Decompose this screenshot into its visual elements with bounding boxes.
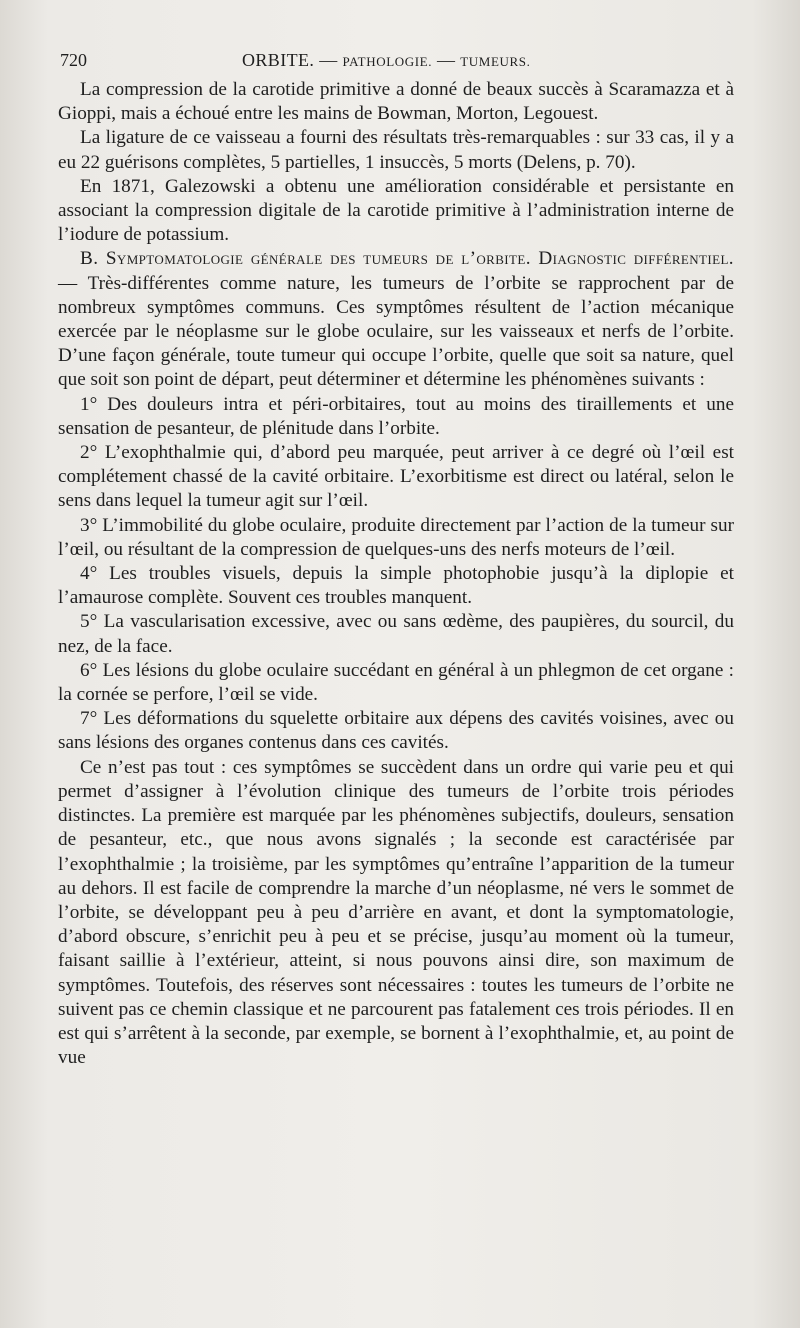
section-heading: B. Symptomatologie générale des tumeurs de l’orbite. Diagnostic différentiel. bbox=[80, 248, 734, 270]
list-item-immobility: 3° L’immobilité du globe oculaire, produite directement par l’action de la tumeur sur l’œil, ou résultant de la compression de quelques-uns des nerfs moteurs de l’œil. bbox=[58, 514, 734, 560]
page-text-block bbox=[58, 44, 734, 1070]
page-number: 720 bbox=[60, 50, 87, 70]
paragraph-symptomatology-intro bbox=[58, 247, 734, 392]
section-intro-text: — Très-différentes comme nature, les tumeurs de l’orbite se rapprochent par de nombreux symptômes communs. Ces symptômes résultent de l’action mécanique exercée par le néoplasme sur le globe oculaire, sur les vaisseaux et nerfs de l’orbite. D’une façon générale, toute tumeur qui occupe l’orbite, quelle que soit sa nature, quel que soit son point de départ, peut déterminer et détermine les phénomènes suivants : bbox=[58, 272, 734, 391]
paragraph-carotid-compression: La compression de la carotide primitive a donné de beaux succès à Scaramazza et à Gioppi, mais a échoué entre les mains de Bowman, Morton, Legouest. bbox=[58, 79, 734, 125]
paragraph-clinical-evolution: Ce n’est pas tout : ces symptômes se succèdent dans un ordre qui varie peu et qui permet d’assigner à l’évolution clinique des tumeurs de l’orbite trois périodes distinctes. La première est marquée par les phénomènes subjectifs, douleurs, sensation de pesanteur, etc., que nous avons signalés ; la seconde est caractérisée par l’exophthalmie ; la troisième, par les symptômes qu’entraîne l’apparition de la tumeur au dehors. Il est facile de comprendre la marche d’un néoplasme, né vers le sommet de l’orbite, se développant peu à peu d’arrière en avant, et dont la symptomatologie, d’abord obscure, s’enrichit peu à peu et se précise, jusqu’au moment où la tumeur, faisant saillie à l’extérieur, atteint, si nous pouvons ainsi dire, son maximum de symptômes. Toutefois, des réserves sont nécessaires : toutes les tumeurs de l’orbite ne suivent pas ce chemin classique et ne parcourent pas fatalement ces trois périodes. Il en est qui s’arrêtent à la seconde, par exemple, se bornent à l’exophthalmie, et, au point de vue bbox=[58, 756, 734, 1069]
list-item-pain: 1° Des douleurs intra et péri-orbitaires, tout au moins des tiraillements et une sensation de pesanteur, de plénitude dans l’orbite. bbox=[58, 393, 734, 439]
paragraph-galezowski: En 1871, Galezowski a obtenu une amélioration considérable et persistante en associant la compression digitale de la carotide primitive à l’administration interne de l’iodure de potassium. bbox=[58, 175, 734, 246]
list-item-globe-lesions: 6° Les lésions du globe oculaire succédant en général à un phlegmon de cet organe : la cornée se perfore, l’œil se vide. bbox=[58, 659, 734, 706]
running-title bbox=[242, 50, 530, 71]
running-head bbox=[58, 44, 734, 78]
list-item-skeleton-deformations: 7° Les déformations du squelette orbitaire aux dépens des cavités voisines, avec ou sans lésions des organes contenus dans ces cavités. bbox=[58, 708, 734, 754]
running-title-section: PATHOLOGIE. bbox=[342, 54, 433, 69]
running-title-subsection: TUMEURS. bbox=[460, 54, 531, 69]
running-title-separator: — bbox=[432, 50, 461, 70]
running-title-separator: — bbox=[314, 50, 343, 70]
running-title-main: ORBITE. bbox=[242, 50, 315, 70]
paragraph-ligature-results: La ligature de ce vaisseau a fourni des résultats très-remarquables : sur 33 cas, il y a eu 22 guérisons complètes, 5 partielles, 1 insuccès, 5 morts (Delens, p. 70). bbox=[58, 127, 734, 173]
list-item-exophthalmia: 2° L’exophthalmie qui, d’abord peu marquée, peut arriver à ce degré où l’œil est complétement chassé de la cavité orbitaire. L’exorbitisme est direct ou latéral, selon le sens dans lequel la tumeur agit sur l’œil. bbox=[58, 442, 734, 512]
list-item-vascularisation: 5° La vascularisation excessive, avec ou sans œdème, des paupières, du sourcil, du nez, de la face. bbox=[58, 611, 734, 657]
list-item-visual-troubles: 4° Les troubles visuels, depuis la simple photophobie jusqu’à la diplopie et l’amaurose complète. Souvent ces troubles manquent. bbox=[58, 563, 734, 609]
